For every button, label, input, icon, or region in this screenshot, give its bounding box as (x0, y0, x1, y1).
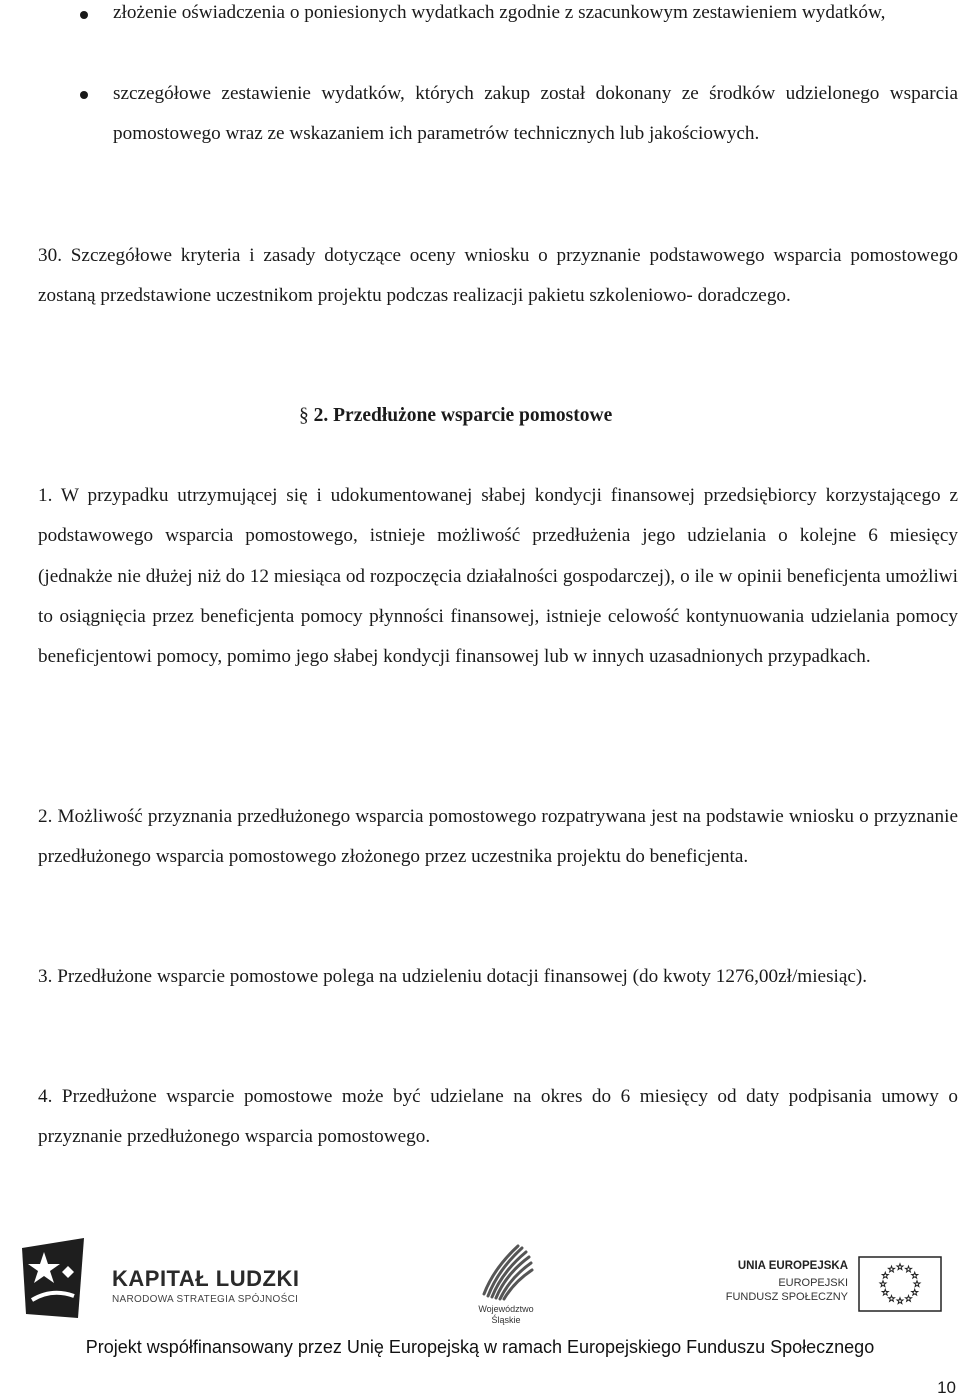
kapital-ludzki-logo (22, 1238, 312, 1318)
silesia-caption-line1: Województwo (478, 1304, 534, 1314)
paragraph-text: Możliwość przyznania przedłużonego wsparcia pomostowego rozpatrywana jest na podstawie wniosku o przyznanie przedłużonego wsparcia pomostowego złożonego przez uczestnika projektu do beneficjenta. (38, 806, 958, 868)
eu-flag-icon (858, 1256, 942, 1312)
silesia-caption (466, 1304, 546, 1326)
paragraph-text: Przedłużone wsparcie pomostowe polega na udzieleniu dotacji finansowej (do kwoty 1276,00zł/miesiąc). (57, 966, 868, 987)
bullet-item-1: złożenie oświadczenia o poniesionych wydatkach zgodnie z szacunkowym zestawieniem wydatków, (113, 2, 886, 23)
paragraph-number: 4. (38, 1086, 53, 1107)
section-title: 2. Przedłużone wsparcie pomostowe (313, 405, 613, 426)
paragraph-number: 30. (38, 245, 62, 266)
bullet-marker (80, 11, 88, 19)
kapital-ludzki-emblem-icon (22, 1238, 92, 1318)
eu-line3: FUNDUSZ SPOŁECZNY (725, 1291, 848, 1303)
paragraph-text: W przypadku utrzymującej się i udokumentowanej słabej kondycji finansowej przedsiębiorcy korzystającego z podstawowego wsparcia pomostowego, istnieje możliwość przedłużenia jego udzielania o kolejne 6 miesięcy (jednakże nie dłużej niż do 12 miesiąca od rozpoczęcia działalności gospodarczej), o ile w opinii beneficjenta umożliwi to osiągnięcia przez beneficjenta pomocy płynności finansowej, istnieje celowość kontynuowania udzielania pomocy beneficjentowi pomocy, pomimo jego słabej kondycji finansowej lub w innych uzasadnionych przypadkach. (38, 485, 958, 668)
silesia-logo (466, 1240, 546, 1330)
eu-logo (725, 1256, 950, 1316)
paragraph-number: 3. (38, 966, 53, 987)
kapital-ludzki-title: KAPITAŁ LUDZKI (112, 1266, 300, 1291)
paragraph-text: Szczegółowe kryteria i zasady dotyczące oceny wniosku o przyznanie podstawowego wsparcia pomostowego zostaną przedstawione uczestnikom projektu podczas realizacji pakietu szkoleniowo- doradczego. (38, 245, 958, 307)
bullet-item-2: szczegółowe zestawienie wydatków, których zakup został dokonany ze środków udzielonego wsparcia pomostowego wraz ze wskazaniem ich parametrów technicznych lub jakościowych. (113, 83, 958, 145)
bullet-marker (80, 91, 88, 99)
paragraph-2 (38, 797, 958, 878)
kapital-ludzki-subtitle: NARODOWA STRATEGIA SPÓJNOŚCI (112, 1294, 299, 1305)
footer-cofinancing-note: Projekt współfinansowany przez Unię Europejską w ramach Europejskiego Funduszu Społecznego (85, 1337, 875, 1357)
silesia-emblem-icon (466, 1240, 546, 1302)
eu-line2: EUROPEJSKI (778, 1277, 848, 1289)
section-heading (299, 396, 612, 436)
eu-line1: UNIA EUROPEJSKA (737, 1260, 848, 1272)
paragraph-number: 1. (38, 485, 53, 506)
silesia-caption-line2: Śląskie (491, 1315, 521, 1325)
paragraph-number: 2. (38, 806, 53, 827)
paragraph-text: Przedłużone wsparcie pomostowe może być udzielane na okres do 6 miesięcy od daty podpisania umowy o przyznanie przedłużonego wsparcia pomostowego. (38, 1086, 958, 1148)
paragraph-4 (38, 1077, 958, 1158)
page-number: 10 (937, 1378, 956, 1397)
section-sign: § (299, 405, 309, 426)
paragraph-3 (38, 957, 958, 997)
paragraph-1 (38, 476, 958, 677)
paragraph-30 (38, 236, 958, 317)
